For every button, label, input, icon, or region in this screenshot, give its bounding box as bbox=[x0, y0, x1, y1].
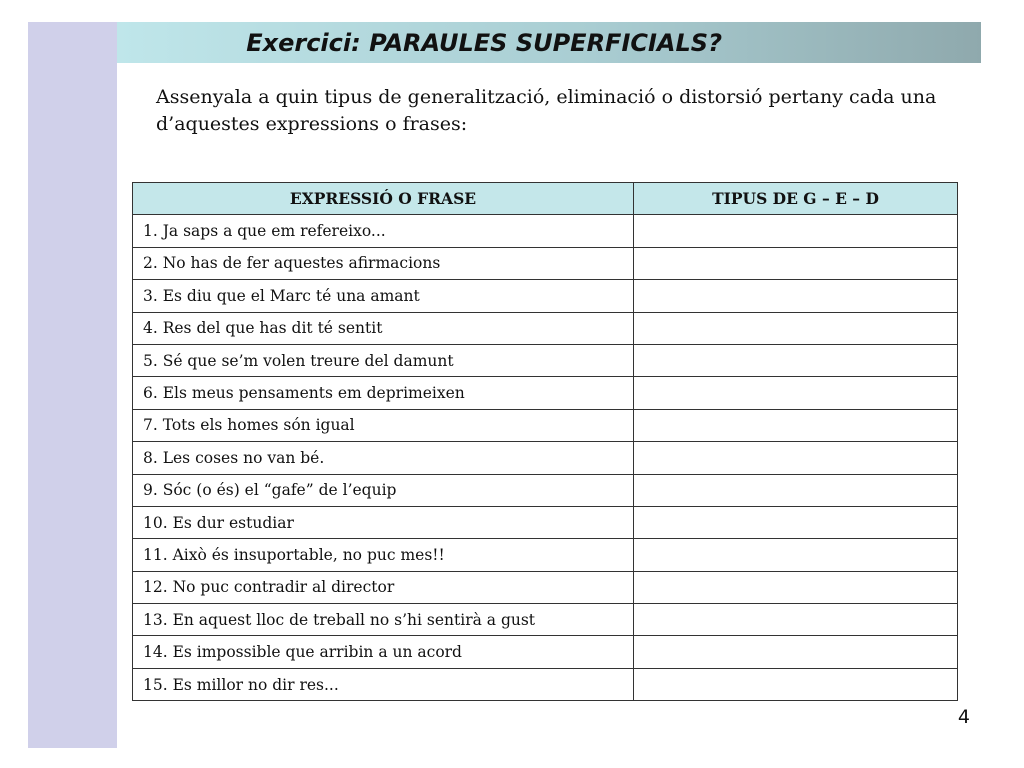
expression-cell: 15. Es millor no dir res... bbox=[133, 668, 634, 700]
answer-cell[interactable] bbox=[634, 215, 958, 247]
expression-cell: 12. No puc contradir al director bbox=[133, 571, 634, 603]
answer-cell[interactable] bbox=[634, 409, 958, 441]
table-header-row bbox=[133, 183, 958, 215]
header-type: TIPUS DE G – E – D bbox=[634, 183, 958, 215]
answer-cell[interactable] bbox=[634, 312, 958, 344]
answer-cell[interactable] bbox=[634, 539, 958, 571]
answer-cell[interactable] bbox=[634, 247, 958, 279]
page-number: 4 bbox=[957, 706, 970, 728]
slide-title: Exercici: PARAULES SUPERFICIALS? bbox=[246, 28, 722, 57]
table-row bbox=[133, 312, 958, 344]
answer-cell[interactable] bbox=[634, 604, 958, 636]
expression-cell: 9. Sóc (o és) el “gafe” de l’equip bbox=[133, 474, 634, 506]
table-row bbox=[133, 474, 958, 506]
answer-cell[interactable] bbox=[634, 442, 958, 474]
expression-cell: 3. Es diu que el Marc té una amant bbox=[133, 280, 634, 312]
expression-cell: 14. Es impossible que arribin a un acord bbox=[133, 636, 634, 668]
expression-cell: 2. No has de fer aquestes afirmacions bbox=[133, 247, 634, 279]
left-decorative-band bbox=[28, 22, 117, 748]
table-row bbox=[133, 604, 958, 636]
answer-cell[interactable] bbox=[634, 344, 958, 376]
table-row bbox=[133, 442, 958, 474]
answer-cell[interactable] bbox=[634, 571, 958, 603]
table-row bbox=[133, 539, 958, 571]
table-row bbox=[133, 571, 958, 603]
table-row bbox=[133, 247, 958, 279]
table-row bbox=[133, 668, 958, 700]
expression-cell: 8. Les coses no van bé. bbox=[133, 442, 634, 474]
expression-cell: 6. Els meus pensaments em deprimeixen bbox=[133, 377, 634, 409]
answer-cell[interactable] bbox=[634, 474, 958, 506]
expression-cell: 13. En aquest lloc de treball no s’hi sentirà a gust bbox=[133, 604, 634, 636]
expression-cell: 4. Res del que has dit té sentit bbox=[133, 312, 634, 344]
exercise-table bbox=[132, 182, 958, 701]
answer-cell[interactable] bbox=[634, 636, 958, 668]
header-expression: EXPRESSIÓ O FRASE bbox=[133, 183, 634, 215]
answer-cell[interactable] bbox=[634, 377, 958, 409]
expression-cell: 11. Això és insuportable, no puc mes!! bbox=[133, 539, 634, 571]
answer-cell[interactable] bbox=[634, 280, 958, 312]
answer-cell[interactable] bbox=[634, 506, 958, 538]
expression-cell: 10. Es dur estudiar bbox=[133, 506, 634, 538]
table-row bbox=[133, 377, 958, 409]
table-row bbox=[133, 344, 958, 376]
expression-cell: 7. Tots els homes són igual bbox=[133, 409, 634, 441]
expression-cell: 1. Ja saps a que em refereixo... bbox=[133, 215, 634, 247]
expression-cell: 5. Sé que se’m volen treure del damunt bbox=[133, 344, 634, 376]
instructions-text: Assenyala a quin tipus de generalització, eliminació o distorsió pertany cada una d’aquestes expressions o frases: bbox=[156, 86, 937, 135]
table-row bbox=[133, 280, 958, 312]
table-row bbox=[133, 409, 958, 441]
answer-cell[interactable] bbox=[634, 668, 958, 700]
table-row bbox=[133, 636, 958, 668]
table-row bbox=[133, 215, 958, 247]
table-row bbox=[133, 506, 958, 538]
